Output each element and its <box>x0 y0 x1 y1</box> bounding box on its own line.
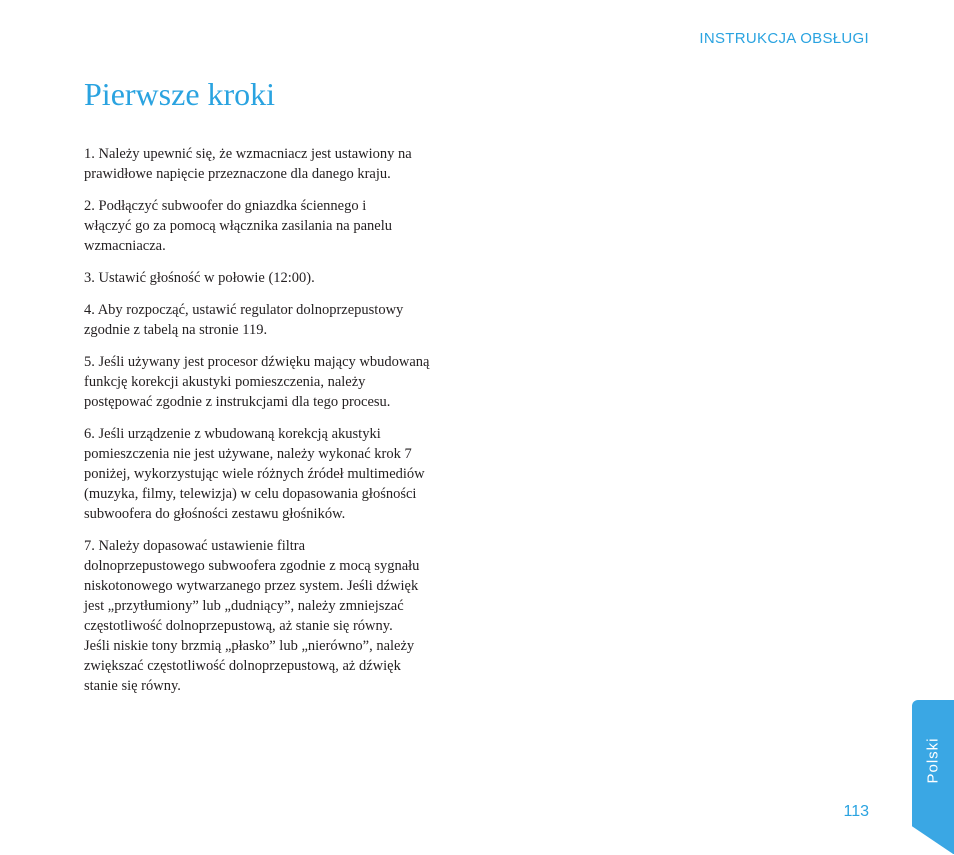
step-5: 5. Jeśli używany jest procesor dźwięku mający wbudowaną funkcję korekcji akustyki pomieszczenia, należy postępować zgodnie z instrukcjami dla tego procesu. <box>84 354 430 410</box>
language-tab-label-wrapper <box>912 700 954 820</box>
step-3: 3. Ustawić głośność w połowie (12:00). <box>84 270 315 286</box>
step-7: 7. Należy dopasować ustawienie filtra dolnoprzepustowego subwoofera zgodnie z mocą sygnału niskotonowego wytwarzanego przez system. Jeśli dźwięk jest „przytłumiony” lub „dudniący”, należy zmniejszać częstotliwość dolnoprzepustową, aż stanie się równy. Jeśli niskie tony brzmią „płasko” lub „nierówno”, należy zwiększać częstotliwość dolnoprzepustową, aż dźwięk stanie się równy. <box>84 538 420 694</box>
language-tab-label: Polski <box>924 736 942 784</box>
steps-list <box>84 144 469 708</box>
page-number: 113 <box>843 803 869 820</box>
step-1: 1. Należy upewnić się, że wzmacniacz jest ustawiony na prawidłowe napięcie przeznaczone dla danego kraju. <box>84 146 412 182</box>
step-4: 4. Aby rozpocząć, ustawić regulator dolnoprzepustowy zgodnie z tabelą na stronie 119. <box>84 302 404 338</box>
section-header-label: INSTRUKCJA OBSŁUGI <box>699 30 869 47</box>
step-2: 2. Podłączyć subwoofer do gniazdka ściennego i włączyć go za pomocą włącznika zasilania na panelu wzmacniacza. <box>84 198 392 254</box>
page-title: Pierwsze kroki <box>84 76 276 112</box>
step-6: 6. Jeśli urządzenie z wbudowaną korekcją akustyki pomieszczenia nie jest używane, należy wykonać krok 7 poniżej, wykorzystując wiele różnych źródeł multimediów (muzyka, filmy, telewizja) w celu dopasowania głośności subwoofera do głośności zestawu głośników. <box>84 426 425 522</box>
